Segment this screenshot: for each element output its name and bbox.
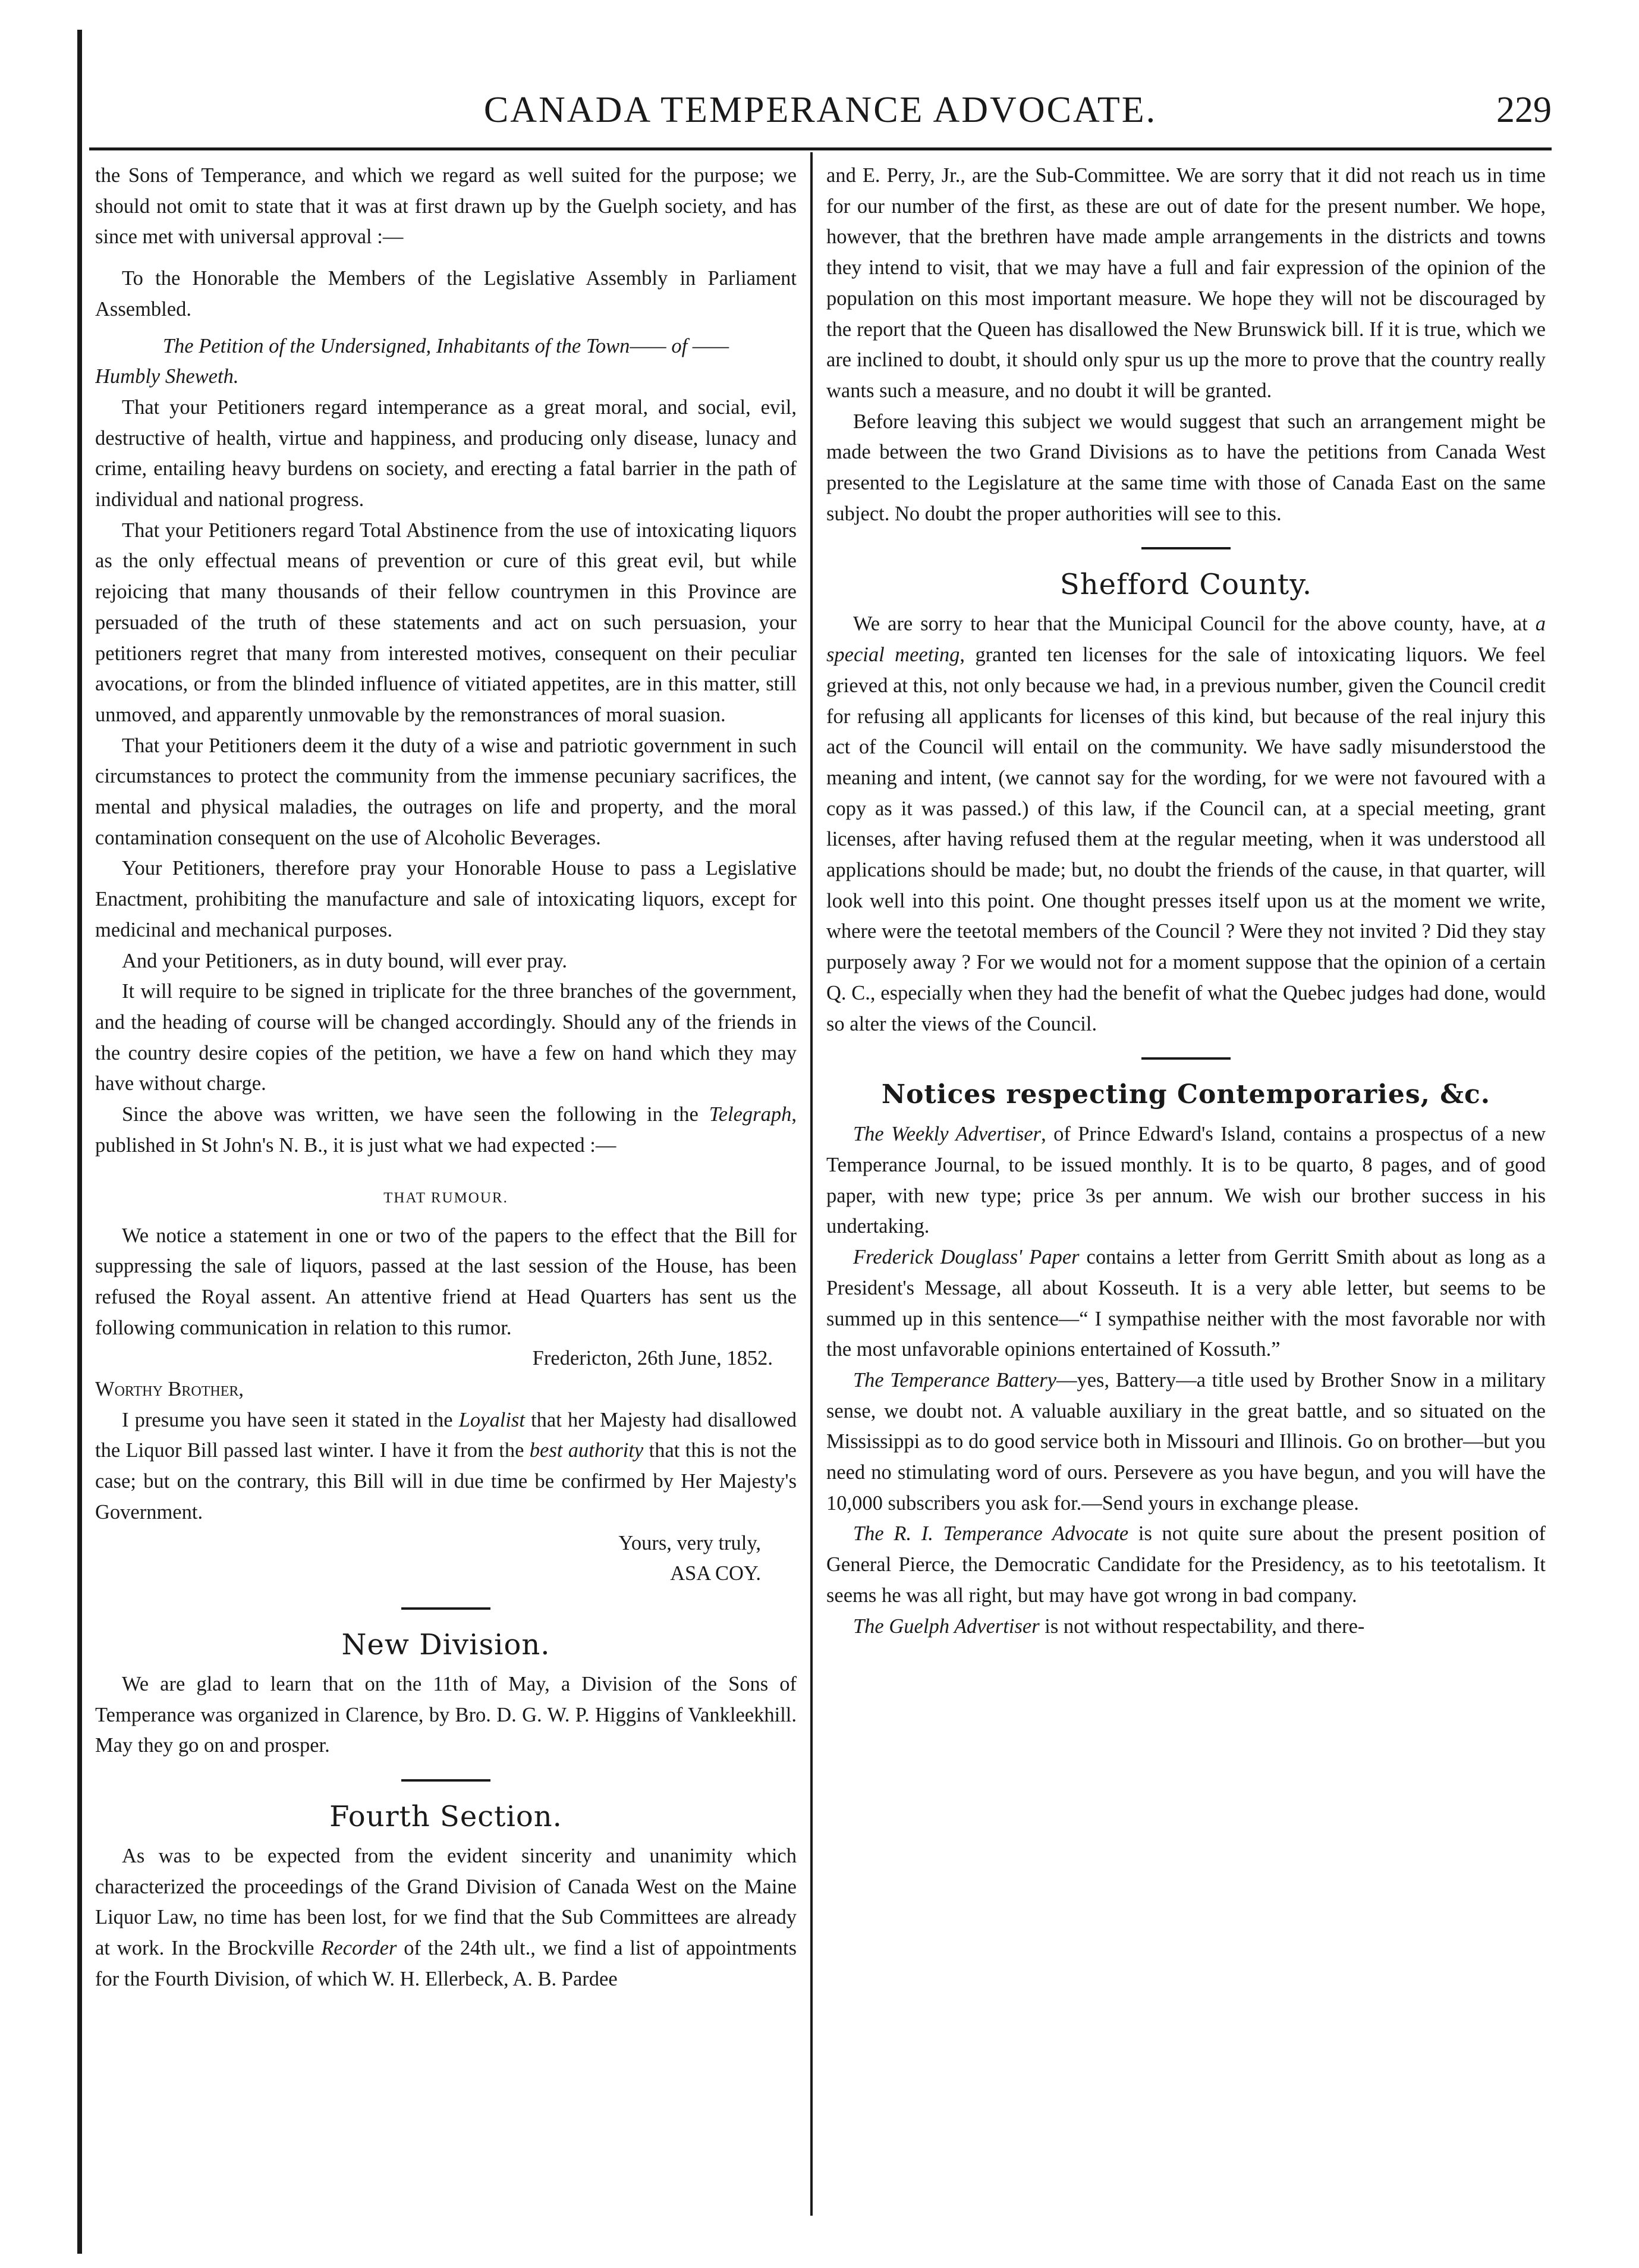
article-paragraph: Since the above was written, we have seen the following in the Telegraph, published in St John's N. B., it is just what we had expected :— — [95, 1103, 797, 1157]
article-paragraph: Before leaving this subject we would suggest that such an arrangement might be made between the two Grand Divisions as to have the petitions from Canada West presented to the Legislature at the same time with those of Canada East on the same subject. No doubt the proper authorities will see to this. — [826, 410, 1546, 525]
rumour-heading: THAT RUMOUR. — [383, 1189, 508, 1206]
notice-paragraph: The R. I. Temperance Advocate is not quite sure about the present position of General Pierce, the Democratic Candidate for the Presidency, as to his teetotalism. It seems he was all right, but may have got wrong in bad company. — [826, 1522, 1546, 1607]
petition-title: The Petition of the Undersigned, Inhabitants of the Town—— of —— — [162, 334, 729, 357]
section-separator — [401, 1607, 490, 1610]
article-paragraph: and E. Perry, Jr., are the Sub-Committee. We are sorry that it did not reach us in time for our number of the first, as these are out of date for the present number. We hope, however, that the brethren have made ample arrangements in the districts and towns they intend to visit, that we may have a full and fair expression of the opinion of the population on this most important measure. We hope they will not be discouraged by the report that the Queen has disallowed the New Brunswick bill. If it is true, which we are inclined to doubt, it should only spur us up the more to prove that the country really wants such a measure, and no doubt it will be granted. — [826, 164, 1546, 402]
section-separator — [401, 1779, 490, 1782]
right-column — [826, 161, 1546, 2236]
petition-humbly: Humbly Sheweth. — [95, 365, 239, 388]
new-division-paragraph: We are glad to learn that on the 11th of May, a Division of the Sons of Temperance was organized in Clarence, by Bro. D. G. W. P. Higgins of Vankleekhill. May they go on and prosper. — [95, 1672, 797, 1757]
section-separator — [1141, 547, 1231, 549]
page-number: 229 — [1496, 90, 1552, 130]
fourth-section-paragraph: As was to be expected from the evident sincerity and unanimity which characterized the proceedings of the Grand Division of Canada West on the Maine Liquor Law, no time has been lost, for we find that the Sub Committees are already at work. In the Brockville Recorder of the 24th ult., we find a list of appointments for the Fourth Division, of which W. H. Ellerbeck, A. B. Pardee — [95, 1845, 797, 1990]
notice-paragraph: The Temperance Battery—yes, Battery—a title used by Brother Snow in a military sense, we doubt not. A valuable auxiliary in the great battle, and so situated on the Mississippi as to do good service both in Missouri and Illinois. Go on brother—but you need no stimulating word of ours. Persevere as you have begun, and you will have the 10,000 subscribers you ask for.—Send yours in exchange please. — [826, 1368, 1546, 1515]
letter-signature: ASA COY. — [670, 1562, 761, 1585]
petition-paragraph: Your Petitioners, therefore pray your Honorable House to pass a Legislative Enactment, prohibiting the manufacture and sale of intoxicating liquors, except for medicinal and mechanical purposes. — [95, 857, 797, 941]
petition-paragraph: That your Petitioners regard Total Abstinence from the use of intoxicating liquors as the only effectual means of prevention or cure of this great evil, but while rejoicing that many thousands of their fellow countrymen in this Province are persuaded of the truth of these statements and act on such persuasion, your petitioners regret that many from interested motives, consequent on their peculiar avocations, or from the blinded influence of vitiated appetites, are in this matter, still unmoved, and apparently unmovable by the remonstrances of moral suasion. — [95, 519, 797, 726]
petition-paragraph: That your Petitioners regard intemperance as a great moral, and social, evil, destructive of health, virtue and happiness, and producing only disease, lunacy and crime, entailing heavy burdens on society, and erecting a fatal barrier in the path of individual and national progress. — [95, 395, 797, 511]
article-paragraph: It will require to be signed in triplicate for the three branches of the government, and the heading of course will be changed accordingly. Should any of the friends in the country desire copies of the petition, we have a few on hand which they may have without charge. — [95, 980, 797, 1095]
left-column — [95, 161, 797, 2236]
notice-paragraph: Frederick Douglass' Paper contains a letter from Gerritt Smith about as long as a President's Message, all about Kosseuth. It is a very able letter, but seems to be summed up in this sentence—“ I sympathise neither with the most favorable nor with the most unfavorable opinions entertained of Kossuth.” — [826, 1246, 1546, 1361]
new-division-heading: New Division. — [341, 1628, 550, 1661]
page-header — [89, 89, 1552, 143]
section-separator — [1141, 1057, 1231, 1060]
column-divider — [810, 152, 813, 2216]
petition-address: To the Honorable the Members of the Legislative Assembly in Parliament Assembled. — [95, 267, 797, 321]
notice-paragraph: The Guelph Advertiser is not without respectability, and there- — [853, 1614, 1365, 1638]
letter-salutation: Worthy Brother, — [95, 1378, 244, 1401]
petition-paragraph: And your Petitioners, as in duty bound, will ever pray. — [122, 949, 567, 972]
fourth-section-heading: Fourth Section. — [329, 1800, 562, 1834]
shefford-paragraph: We are sorry to hear that the Municipal Council for the above county, have, at a special meeting, granted ten licenses for the sale of intoxicating liquors. We feel grieved at this, not only because we had, in a previous number, given the Council credit for refusing all applicants for licenses of this kind, but because of the real injury this act of the Council will entail on the community. We have sadly misunderstood the meaning and intent, (we cannot say for the wording, for we were not favoured with a copy as it was passed.) of this law, if the Council can, at a special meeting, grant licenses, after having refused them at the regular meeting, when it was understood all applications should be made; but, no doubt the friends of the cause, in that quarter, will look well into this point. One thought presses itself upon us at the moment we write, where were the teetotal members of the Council ? Were they not invited ? Did they stay purposely away ? For we would not for a moment suppose that the opinion of a certain Q. C., especially when they had the benefit of what the Quebec judges had done, would so alter the views of the Council. — [826, 612, 1546, 1035]
newspaper-title: CANADA TEMPERANCE ADVOCATE. — [483, 90, 1157, 130]
petition-paragraph: That your Petitioners deem it the duty of a wise and patriotic government in such circumstances to protect the community from the immense pecuniary sacrifices, the mental and physical maladies, the outrages on life and property, and the moral contamination consequent on the use of Alcoholic Beverages. — [95, 734, 797, 849]
notice-paragraph: The Weekly Advertiser, of Prince Edward's Island, contains a prospectus of a new Temperance Journal, to be issued monthly. It is to be quarto, 8 pages, and of good paper, with new type; price 3s per annum. We wish our brother success in his undertaking. — [826, 1123, 1546, 1238]
letter-closing: Yours, very truly, — [618, 1531, 761, 1554]
shefford-heading: Shefford County. — [1059, 568, 1313, 602]
header-rule — [89, 147, 1552, 150]
rumour-paragraph: We notice a statement in one or two of the papers to the effect that the Bill for suppressing the sale of liquors, passed at the last session of the House, has been refused the Royal assent. An attentive friend at Head Quarters has sent us the following communication in relation to this rumor. — [95, 1224, 797, 1339]
letter-date: Fredericton, 26th June, 1852. — [532, 1347, 773, 1370]
article-paragraph: the Sons of Temperance, and which we regard as well suited for the purpose; we should not omit to state that it was at first drawn up by the Guelph society, and has since met with universal approval :— — [95, 164, 797, 249]
letter-paragraph: I presume you have seen it stated in the Loyalist that her Majesty had disallowed the Liquor Bill passed last winter. I have it from the best authority that this is not the case; but on the contrary, this Bill will in due time be confirmed by Her Majesty's Government. — [95, 1408, 797, 1523]
notices-heading: Notices respecting Contemporaries, &c. — [881, 1079, 1491, 1110]
